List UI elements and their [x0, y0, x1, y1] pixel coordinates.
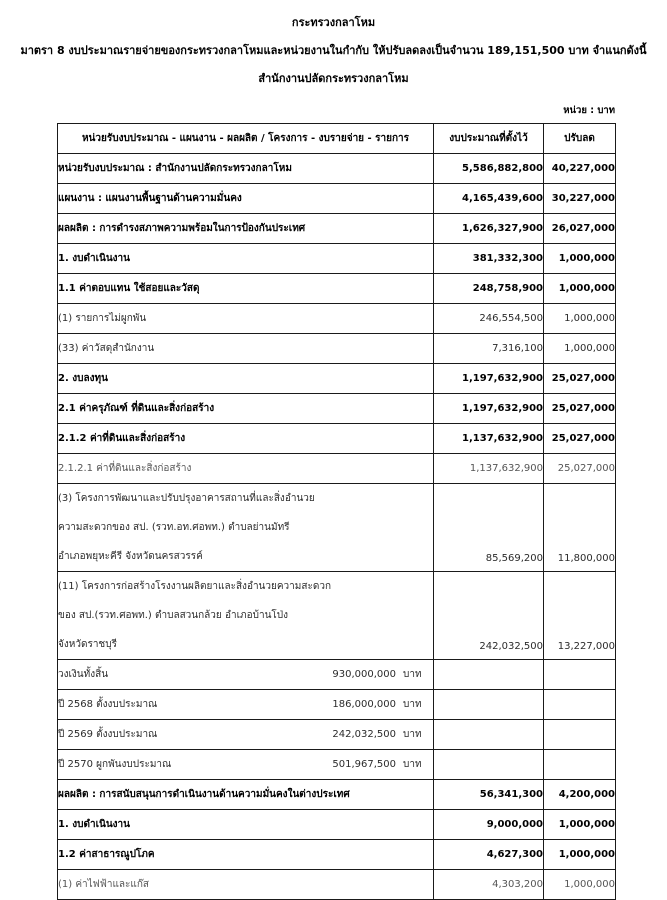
table-row — [58, 244, 616, 274]
row-reduction — [544, 690, 616, 720]
table-row — [58, 454, 616, 484]
document-header — [0, 0, 667, 85]
table-row — [58, 870, 616, 900]
row-budget-set — [434, 690, 544, 720]
column-header-description: หน่วยรับงบประมาณ - แผนงาน - ผลผลิต / โครงการ - งบรายจ่าย - รายการ — [58, 124, 434, 154]
row-budget-set: 246,554,500 — [434, 304, 544, 334]
table-row — [58, 780, 616, 810]
row-description: (1) ค่าไฟฟ้าและแก๊ส — [58, 870, 434, 900]
row-reduction: 1,000,000 — [544, 334, 616, 364]
office-title: สำนักงานปลัดกระทรวงกลาโหม — [258, 72, 409, 86]
row-budget-set: 1,197,632,900 — [434, 394, 544, 424]
row-description: 2.1.2.1 ค่าที่ดินและสิ่งก่อสร้าง — [58, 454, 434, 484]
row-budget-set: 248,758,900 — [434, 274, 544, 304]
row-description: 2.1.2 ค่าที่ดินและสิ่งก่อสร้าง — [58, 424, 434, 454]
row-budget-set — [434, 750, 544, 780]
table-row — [58, 720, 616, 750]
sub-detail-unit: บาท — [403, 759, 422, 771]
sub-detail-unit: บาท — [403, 699, 422, 711]
row-description: แผนงาน : แผนงานพื้นฐานด้านความมั่นคง — [58, 184, 434, 214]
row-description — [58, 690, 434, 720]
row-reduction: 1,000,000 — [544, 304, 616, 334]
sub-detail-row — [58, 690, 433, 719]
row-budget-set: 242,032,500 — [434, 572, 544, 660]
table-row — [58, 840, 616, 870]
sub-detail-row — [58, 660, 433, 689]
row-description — [58, 720, 434, 750]
row-reduction: 1,000,000 — [544, 870, 616, 900]
table-row — [58, 334, 616, 364]
column-header-reduction: ปรับลด — [544, 124, 616, 154]
sub-detail-label: ปี 2570 ผูกพันงบประมาณ — [58, 759, 172, 771]
table-row — [58, 660, 616, 690]
row-budget-set: 1,137,632,900 — [434, 454, 544, 484]
row-description-line: ความสะดวกของ สป. (รวท.อท.ศอพท.) ตำบลย่านมัทรี — [58, 522, 290, 534]
row-reduction: 26,027,000 — [544, 214, 616, 244]
row-description: 1. งบดำเนินงาน — [58, 244, 434, 274]
row-reduction: 13,227,000 — [544, 572, 616, 660]
row-description: หน่วยรับงบประมาณ : สำนักงานปลัดกระทรวงกลาโหม — [58, 154, 434, 184]
section-statement: มาตรา 8 งบประมาณรายจ่ายของกระทรวงกลาโหมและหน่วยงานในกำกับ ให้ปรับลดลงเป็นจำนวน 189,151,500 บาท จำแนกดังนี้ — [20, 44, 647, 58]
row-description: (33) ค่าวัสดุสำนักงาน — [58, 334, 434, 364]
row-description: 1.2 ค่าสาธารณูปโภค — [58, 840, 434, 870]
row-budget-set: 4,303,200 — [434, 870, 544, 900]
table-row — [58, 394, 616, 424]
row-reduction: 1,000,000 — [544, 244, 616, 274]
table-header — [58, 124, 616, 154]
row-reduction: 1,000,000 — [544, 810, 616, 840]
table-row — [58, 364, 616, 394]
row-description — [58, 572, 434, 660]
sub-detail-amount: 242,032,500 — [332, 729, 396, 741]
row-reduction: 11,800,000 — [544, 484, 616, 572]
row-description: (1) รายการไม่ผูกพัน — [58, 304, 434, 334]
row-description-line: จังหวัดราชบุรี — [58, 639, 117, 651]
row-reduction — [544, 660, 616, 690]
header-row — [58, 124, 616, 154]
row-description-line: อำเภอพยุหะคีรี จังหวัดนครสวรรค์ — [58, 551, 203, 563]
row-description — [58, 750, 434, 780]
row-description — [58, 660, 434, 690]
table-row — [58, 214, 616, 244]
row-budget-set: 56,341,300 — [434, 780, 544, 810]
row-reduction — [544, 750, 616, 780]
row-reduction: 40,227,000 — [544, 154, 616, 184]
sub-detail-label: ปี 2569 ตั้งงบประมาณ — [58, 729, 158, 741]
table-row — [58, 154, 616, 184]
row-description-line: (11) โครงการก่อสร้างโรงงานผลิตยาและสิ่งอำนวยความสะดวก — [58, 581, 332, 593]
row-description: 2. งบลงทุน — [58, 364, 434, 394]
row-budget-set: 9,000,000 — [434, 810, 544, 840]
row-reduction: 1,000,000 — [544, 274, 616, 304]
row-description: 1.1 ค่าตอบแทน ใช้สอยและวัสดุ — [58, 274, 434, 304]
unit-note: หน่วย : บาท — [563, 105, 615, 117]
row-reduction: 25,027,000 — [544, 394, 616, 424]
row-description: ผลผลิต : การสนับสนุนการดำเนินงานด้านความมั่นคงในต่างประเทศ — [58, 780, 434, 810]
row-description: ผลผลิต : การดำรงสภาพความพร้อมในการป้องกันประเทศ — [58, 214, 434, 244]
table-row — [58, 810, 616, 840]
table-body — [58, 154, 616, 900]
sub-detail-label: วงเงินทั้งสิ้น — [58, 669, 109, 681]
row-budget-set — [434, 720, 544, 750]
sub-detail-row — [58, 720, 433, 749]
row-budget-set: 85,569,200 — [434, 484, 544, 572]
table-row — [58, 484, 616, 572]
sub-detail-amount: 501,967,500 — [332, 759, 396, 771]
row-reduction — [544, 720, 616, 750]
row-budget-set: 381,332,300 — [434, 244, 544, 274]
sub-detail-label: ปี 2568 ตั้งงบประมาณ — [58, 699, 158, 711]
sub-detail-amount: 186,000,000 — [332, 699, 396, 711]
column-header-budget-set: งบประมาณที่ตั้งไว้ — [434, 124, 544, 154]
row-reduction: 25,027,000 — [544, 454, 616, 484]
row-budget-set: 4,627,300 — [434, 840, 544, 870]
row-reduction: 4,200,000 — [544, 780, 616, 810]
sub-detail-amount: 930,000,000 — [332, 669, 396, 681]
row-budget-set — [434, 660, 544, 690]
budget-table-container — [57, 123, 615, 900]
row-description: 2.1 ค่าครุภัณฑ์ ที่ดินและสิ่งก่อสร้าง — [58, 394, 434, 424]
sub-detail-unit: บาท — [403, 669, 422, 681]
budget-table — [57, 123, 616, 900]
table-row — [58, 274, 616, 304]
table-row — [58, 424, 616, 454]
row-description — [58, 484, 434, 572]
row-budget-set: 5,586,882,800 — [434, 154, 544, 184]
table-row — [58, 572, 616, 660]
table-row — [58, 750, 616, 780]
row-budget-set: 1,197,632,900 — [434, 364, 544, 394]
table-row — [58, 690, 616, 720]
sub-detail-row — [58, 750, 433, 779]
row-budget-set: 1,137,632,900 — [434, 424, 544, 454]
sub-detail-unit: บาท — [403, 729, 422, 741]
table-row — [58, 184, 616, 214]
row-description-line: ของ สป.(รวท.ศอพท.) ตำบลสวนกล้วย อำเภอบ้านโป่ง — [58, 610, 288, 622]
row-reduction: 30,227,000 — [544, 184, 616, 214]
row-reduction: 25,027,000 — [544, 364, 616, 394]
ministry-title: กระทรวงกลาโหม — [291, 16, 376, 29]
row-description: 1. งบดำเนินงาน — [58, 810, 434, 840]
row-reduction: 1,000,000 — [544, 840, 616, 870]
row-budget-set: 1,626,327,900 — [434, 214, 544, 244]
row-budget-set: 7,316,100 — [434, 334, 544, 364]
row-description-line: (3) โครงการพัฒนาและปรับปรุงอาคารสถานที่และสิ่งอำนวย — [58, 493, 315, 505]
row-reduction: 25,027,000 — [544, 424, 616, 454]
row-budget-set: 4,165,439,600 — [434, 184, 544, 214]
table-row — [58, 304, 616, 334]
